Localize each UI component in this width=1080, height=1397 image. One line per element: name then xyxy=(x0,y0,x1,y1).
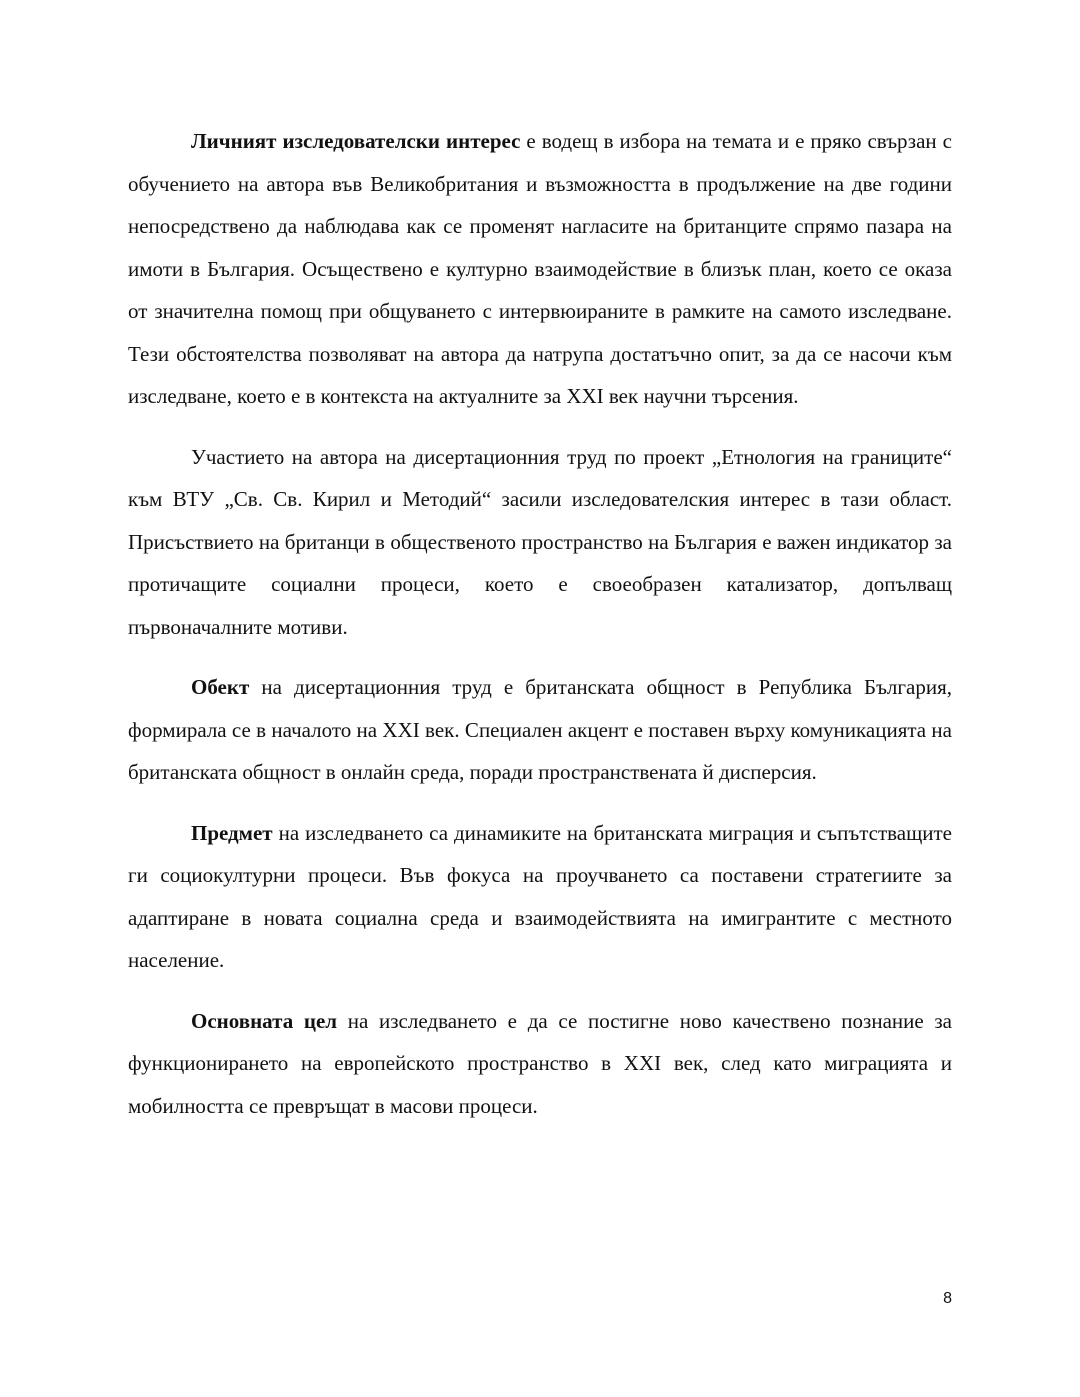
paragraph-body: Участието на автора на дисертационния труд по проект „Етнология на границите“ към ВТУ „Св. Св. Кирил и Методий“ засили изследователския интерес в тази област. Присъствието на британци в общественото пространство на България е важен индикатор за протичащите социални процеси, което е своеобразен катализатор, допълващ първоначалните мотиви. xyxy=(128,444,952,639)
paragraph-body: на дисертационния труд е британската общност в Република България, формирала се в началото на XXI век. Специален акцент е поставен върху комуникацията на британската общност в онлайн среда, поради пространствената й дисперсия. xyxy=(128,675,952,784)
paragraph-body: на изследването е да се постигне ново качествено познание за функционирането на европейското пространство в XXI век, след като миграцията и мобилността се превръщат в масови процеси. xyxy=(128,1008,952,1118)
paragraph-subject xyxy=(128,812,952,982)
document-page xyxy=(128,120,952,1145)
paragraph-research-interest xyxy=(128,120,952,418)
paragraph-lead-term: Обект xyxy=(191,675,250,699)
page-number: 8 xyxy=(943,1290,952,1307)
paragraph-lead-term: Личният изследователски интерес xyxy=(191,129,521,153)
paragraph-main-goal xyxy=(128,1000,952,1128)
paragraph-body: е водещ в избора на темата и е пряко свързан с обучението на автора във Великобритания и възможността в продължение на две години непосредствено да наблюдава как се променят нагласите на британците спрямо пазара на имоти в България. Осъществено е културно взаимодействие в близък план, което се оказа от значителна помощ при общуването с интервюираните в рамките на самото изследване. Тези обстоятелства позволяват на автора да натрупа достатъчно опит, за да се насочи към изследване, което е в контекста на актуалните за XXI век научни търсения. xyxy=(128,129,952,408)
paragraph-project-participation xyxy=(128,436,952,649)
paragraph-lead-term: Предмет xyxy=(191,820,273,845)
paragraph-lead-term: Основната цел xyxy=(191,1008,338,1033)
paragraph-body: на изследването са динамиките на британската миграция и съпътстващите ги социокултурни процеси. Във фокуса на проучването са поставени стратегиите за адаптиране в новата социална среда и взаимодействията на имигрантите с местното население. xyxy=(128,820,952,972)
paragraph-object xyxy=(128,666,952,794)
